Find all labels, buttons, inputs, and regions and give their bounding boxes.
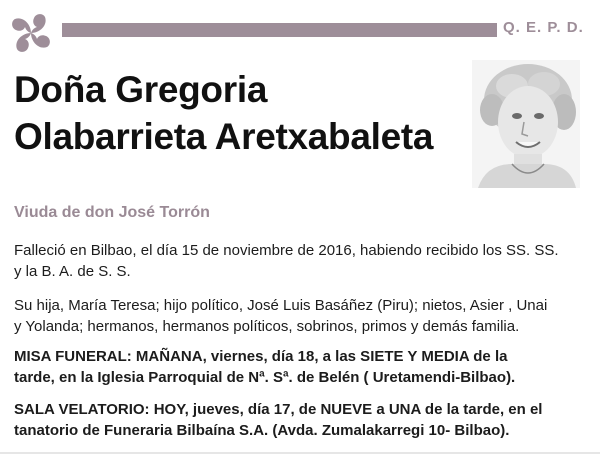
text-line: MISA FUNERAL: MAÑANA, viernes, día 18, a las SIETE Y MEDIA de la [14, 348, 508, 365]
text-line: tarde, en la Iglesia Parroquial de Nª. Sª. de Belén ( Uretamendi-Bilbao). [14, 369, 516, 386]
text-line: SALA VELATORIO: HOY, jueves, día 17, de NUEVE a UNA de la tarde, en el [14, 401, 543, 418]
qepd-label: Q. E. P. D. [503, 19, 584, 36]
header-rule [62, 23, 497, 37]
lauburu-icon [8, 10, 54, 56]
name-line-2: Olabarrieta Aretxabaleta [14, 116, 434, 157]
text-line: Su hija, María Teresa; hijo político, José Luis Basáñez (Piru); nietos, Asier , Unai [14, 297, 548, 314]
death-paragraph [14, 240, 588, 282]
deceased-name [14, 66, 433, 160]
wake-room-paragraph [14, 399, 588, 441]
widow-subtitle: Viuda de don José Torrón [14, 204, 210, 221]
family-paragraph [14, 295, 588, 337]
text-line: y Yolanda; hermanos, hermanos políticos, sobrinos, primos y demás familia. [14, 318, 520, 335]
text-line: Falleció en Bilbao, el día 15 de noviembre de 2016, habiendo recibido los SS. SS. [14, 242, 559, 259]
portrait-photo [472, 60, 580, 188]
text-line: y la B. A. de S. S. [14, 263, 131, 280]
funeral-mass-paragraph [14, 346, 588, 388]
text-line: tanatorio de Funeraria Bilbaína S.A. (Avda. Zumalakarregi 10- Bilbao). [14, 422, 510, 439]
name-line-1: Doña Gregoria [14, 69, 268, 110]
